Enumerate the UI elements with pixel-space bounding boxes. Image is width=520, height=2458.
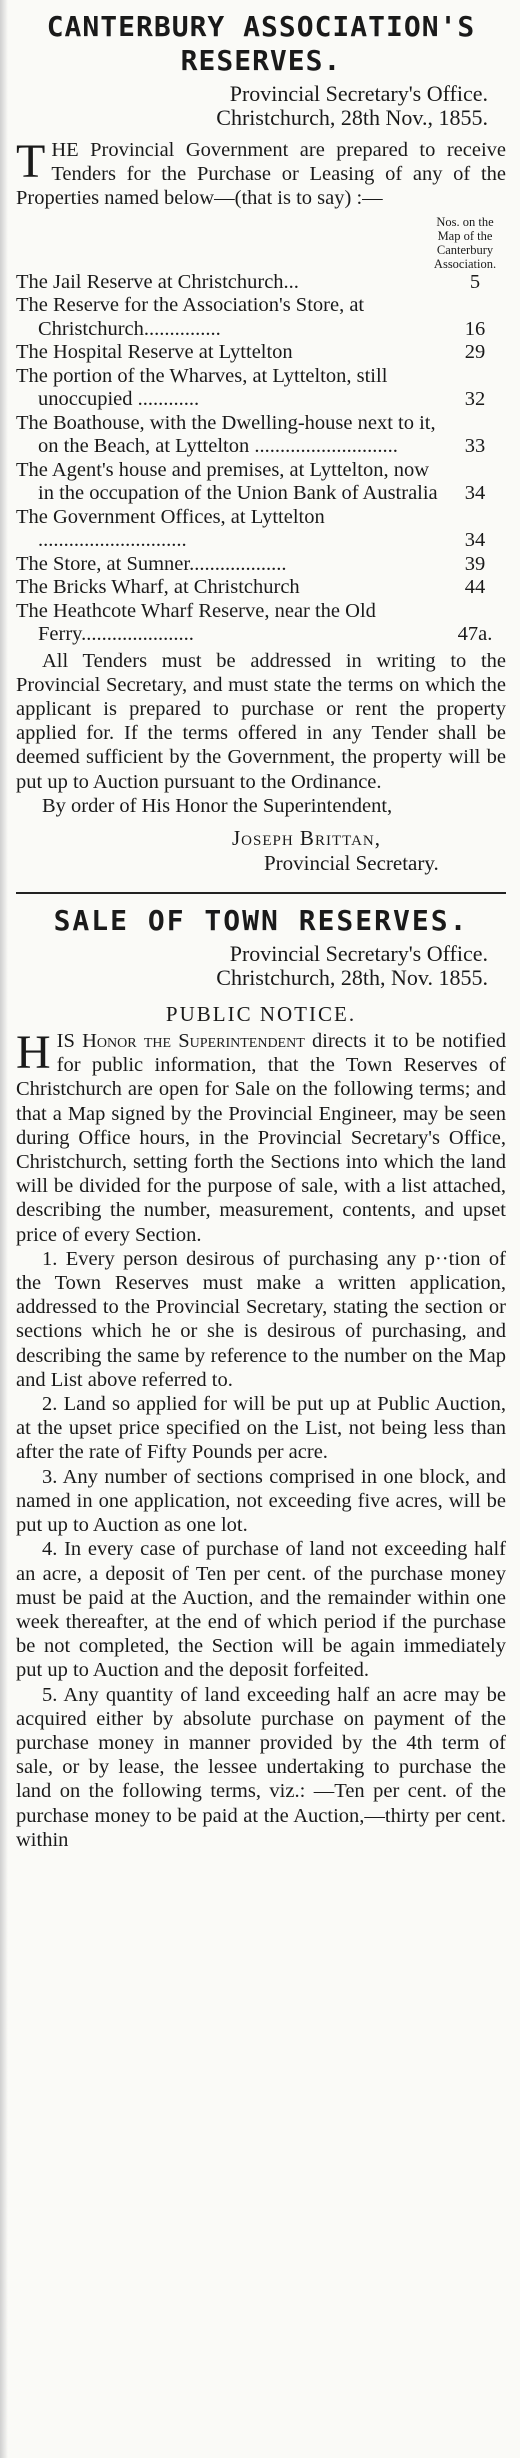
map-number: 5: [469, 270, 481, 293]
date-line: Christchurch, 28th, Nov. 1855.: [216, 965, 488, 991]
term-clause: 1. Every person desirous of purchasing any p··tion of the Town Reserves must make a written application, addressed to the Provincial Secretary, stating the section or sections which he or she is desirous of purchasing, and describing the same by reference to the number on the Map and List above referred to.: [16, 1247, 506, 1391]
map-number: 34: [464, 482, 486, 505]
property-name: The Agent's house and premises, at Lyttelton, now in the occupation of the Union Bank of Australia: [16, 458, 438, 505]
term-clause: 5. Any quantity of land exceeding half an acre may be acquired either by absolute purchase on payment of the purchase money in manner provided by the 4th term of sale, or by lease, the lessee undertaking to purchase the land on the following terms, viz.: —Ten per cent. of the purchase money to be paid at the Auction,—thirty per cent. within: [16, 1683, 506, 1851]
property-name: The Bricks Wharf, at Christchurch: [16, 576, 300, 599]
map-number: 32: [464, 388, 486, 411]
intro-small-caps: IS Honor the Superintendent: [56, 1030, 305, 1053]
term-clause: 2. Land so applied for will be put up at Public Auction, at the upset price specified on the List, not being less than after the rate of Fifty Pounds per acre.: [16, 1393, 506, 1464]
order-line: By order of His Honor the Superintendent,: [42, 794, 393, 817]
property-name: The Heathcote Wharf Reserve, near the Old Ferry......................: [16, 599, 376, 646]
property-row: [16, 576, 506, 600]
property-name: The Hospital Reserve at Lyttelton: [16, 341, 293, 364]
property-row: [16, 341, 506, 365]
property-row: [16, 600, 506, 647]
text-column: [16, 0, 506, 1852]
office-line: Provincial Secretary's Office.: [229, 941, 488, 967]
property-list: [16, 271, 506, 647]
intro-text: HE Provincial Government are prepared to receive Tenders for the Purchase or Leasing of any of the Properties named below—(that is to say) :—: [16, 139, 506, 210]
property-row: [16, 271, 506, 295]
map-number: 33: [464, 435, 486, 458]
signatory-title: Provincial Secretary.: [264, 851, 439, 876]
property-name: The Government Offices, at Lyttelton .............................: [16, 505, 325, 552]
property-row: [16, 412, 506, 459]
intro-paragraph: [16, 135, 506, 211]
term-clause: 3. Any number of sections comprised in one block, and named in one application, not exceeding five acres, will be put up to Auction as one lot.: [16, 1465, 506, 1537]
property-row: [16, 294, 506, 341]
property-name: The Store, at Sumner...................: [16, 552, 287, 575]
property-row: [16, 553, 506, 577]
notice-canterbury-reserves: [16, 10, 506, 876]
property-row: [16, 506, 506, 553]
intro-paragraph: [16, 1026, 506, 1247]
property-row: [16, 365, 506, 412]
signatory-name: Joseph Brittan,: [232, 826, 381, 851]
map-number: 44: [464, 576, 486, 599]
map-number: 47a.: [457, 623, 493, 646]
map-number: 39: [464, 552, 486, 575]
drop-cap: T: [16, 135, 46, 188]
office-line: Provincial Secretary's Office.: [229, 81, 488, 106]
property-row: [16, 459, 506, 506]
section-divider: [16, 892, 506, 894]
notice-heading: CANTERBURY ASSOCIATION'S RESERVES.: [46, 10, 476, 77]
property-name: The Reserve for the Association's Store, at Christchurch...............: [16, 294, 365, 340]
public-notice-title: PUBLIC NOTICE.: [165, 1002, 357, 1027]
property-name: The Boathouse, with the Dwelling-house next to it, on the Beach, at Lyttelton ............................: [16, 411, 436, 458]
term-clause: 4. In every case of purchase of land not exceeding half an acre, a deposit of Ten per cent. of the purchase money must be paid at the Auction, and the remainder within one week thereafter, at the end of which period if the purchase be not completed, the Section will be again immediately put up to Auction and the deposit forfeited.: [16, 1538, 506, 1682]
date-line: Christchurch, 28th Nov., 1855.: [216, 105, 488, 130]
notice-heading: SALE OF TOWN RESERVES.: [53, 904, 469, 938]
tenders-paragraph: All Tenders must be addressed in writing to the Provincial Secretary, and must state the terms on which the applicant is prepared to purchase or rent the property applied for. If the terms offered in any Tender shall be deemed sufficient by the Government, the property will be put up to Auction pursuant to the Ordinance.: [16, 649, 506, 793]
property-name: The Jail Reserve at Christchurch...: [16, 270, 299, 293]
page-edge-shadow: [0, 0, 8, 2458]
drop-cap: H: [16, 1026, 51, 1080]
map-number: 16: [464, 317, 486, 340]
map-number-column-note: Nos. on the Map of the Canterbury Association.: [433, 214, 497, 271]
property-name: The portion of the Wharves, at Lyttelton, still unoccupied ............: [16, 364, 388, 411]
intro-text: directs it to be notified for public information, that the Town Reserves of Christchurch are open for Sale on the following terms; and that a Map signed by the Provincial Engineer, may be seen during Office hours, in the Provincial Secretary's Office, Christchurch, setting forth the Sections into which the land will be divided for the purpose of sale, with a list attached, describing the number, measurement, contents, and upset price of every Section.: [16, 1030, 506, 1246]
map-number: 34: [464, 529, 486, 552]
map-number: 29: [464, 341, 486, 364]
notice-sale-of-town-reserves: [16, 904, 506, 1852]
terms-list: [16, 1247, 506, 1852]
